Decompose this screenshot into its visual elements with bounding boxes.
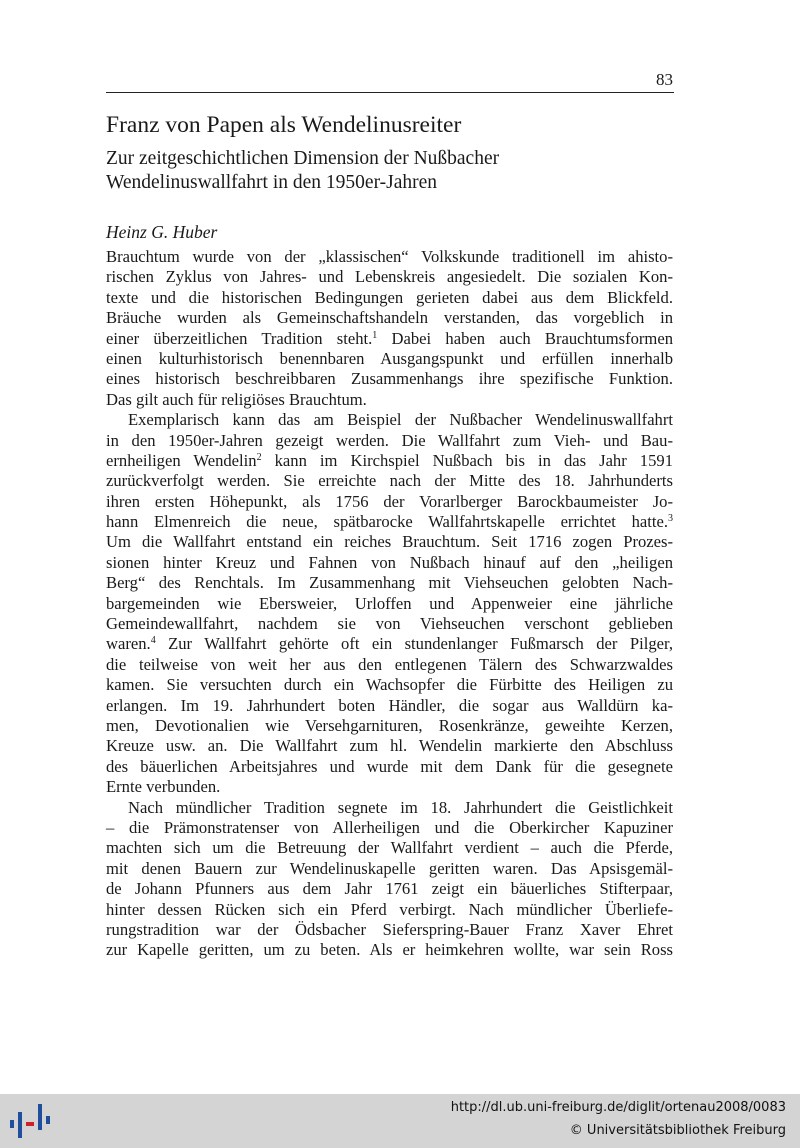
paragraph bbox=[106, 410, 673, 797]
text-line: Das gilt auch für religiöses Brauchtum. bbox=[106, 389, 367, 409]
article-subtitle bbox=[106, 147, 674, 195]
text-line: mit denen Bauern zur Wendelinuskapelle geritten waren. Das Apsisgemäl- bbox=[106, 858, 673, 878]
text-line: Kreuze usw. an. Die Wallfahrt zum hl. Wendelin markierte den Abschluss bbox=[106, 736, 673, 756]
text-line: Exemplarisch kann das am Beispiel der Nußbacher Wendelinuswallfahrt bbox=[128, 410, 673, 430]
text-line: texte und die historischen Bedingungen gerieten dabei aus dem Blickfeld. bbox=[106, 287, 673, 307]
text-line: hinter dessen Rücken sich ein Pferd verbirgt. Nach mündlicher Überliefe- bbox=[106, 899, 673, 919]
text-line: ihren ersten Höhepunkt, als 1756 der Vorarlberger Barockbaumeister Jo- bbox=[106, 491, 673, 511]
text-line: die teilweise von weit her aus den entlegenen Tälern des Schwarzwaldes bbox=[106, 654, 673, 674]
subtitle-line: Zur zeitgeschichtlichen Dimension der Nußbacher bbox=[106, 148, 500, 169]
text-line: ernheiligen Wendelin$^2$ kann im Kirchspiel Nußbach bis in das Jahr 1591 bbox=[106, 450, 673, 470]
text-line: de Johann Pfunners aus dem Jahr 1761 zeigt ein bäuerliches Stifterpaar, bbox=[106, 879, 673, 899]
text-line: zurückverfolgt werden. Sie erreichte nach der Mitte des 18. Jahrhunderts bbox=[106, 471, 673, 491]
text-line: einer überzeitlichen Tradition steht.$^1$ Dabei haben auch Brauchtumsformen bbox=[106, 328, 673, 348]
text-line: einen kulturhistorisch benennbaren Ausgangspunkt und erfüllen innerhalb bbox=[106, 348, 673, 368]
text-line: Berg“ des Renchtals. Im Zusammenhang mit Viehseuchen gelobten Nach- bbox=[106, 573, 673, 593]
text-line: des bäuerlichen Arbeitsjahres und wurde mit dem Dank für die gesegnete bbox=[106, 756, 673, 776]
footnote-marker: 3 bbox=[668, 513, 673, 525]
text-line: Bräuche wurden als Gemeinschaftshandeln verstanden, das vorgeblich in bbox=[106, 308, 673, 328]
author: Heinz G. Huber bbox=[106, 222, 218, 242]
library-logo-icon bbox=[8, 1100, 52, 1142]
text-line: bargemeinden wie Ebersweier, Urloffen und Appenweier eine jährliche bbox=[106, 593, 673, 613]
footnote-marker: 4 bbox=[150, 635, 156, 647]
text-line: sionen hinter Kreuz und Fahnen von Nußbach hinauf auf den „heiligen bbox=[106, 552, 673, 572]
text-line: Brauchtum wurde von der „klassischen“ Volkskunde traditionell im ahisto- bbox=[106, 247, 673, 266]
footnote-marker: 1 bbox=[372, 329, 378, 341]
footnote-marker: 2 bbox=[256, 451, 262, 463]
text-line: hann Elmenreich die neue, spätbarocke Wallfahrtskapelle errichtet hatte.$^3$ bbox=[106, 512, 673, 532]
subtitle-line: Wendelinuswallfahrt in den 1950er-Jahren bbox=[106, 172, 438, 193]
article-title: Franz von Papen als Wendelinusreiter bbox=[106, 112, 462, 138]
header-rule bbox=[106, 92, 674, 93]
text-line: Um die Wallfahrt entstand ein reiches Brauchtum. Seit 1716 zogen Prozes- bbox=[106, 532, 673, 552]
text-line: men, Devotionalien wie Versehgarnituren, Rosenkränze, geweihte Kerzen, bbox=[106, 715, 673, 735]
text-line: kamen. Sie versuchten durch ein Wachsopfer die Fürbitte des Heiligen zu bbox=[106, 675, 673, 695]
footer-bar bbox=[0, 1094, 800, 1148]
text-line: rischen Zyklus von Jahres- und Lebenskreis angesiedelt. Die sozialen Kon- bbox=[106, 267, 673, 287]
paragraph bbox=[106, 798, 673, 961]
text-line: in den 1950er-Jahren gezeigt werden. Die Wallfahrt zum Vieh- und Bau- bbox=[106, 430, 673, 450]
text-line: zur Kapelle geritten, um zu beten. Als er heimkehren wollte, war sein Ross bbox=[106, 940, 673, 960]
text-line: – die Prämonstratenser von Allerheiligen und die Oberkircher Kapuziner bbox=[106, 817, 673, 837]
body-text bbox=[106, 247, 673, 961]
text-line: erlangen. Im 19. Jahrhundert boten Händler, die sogar aus Walldürn ka- bbox=[106, 695, 673, 715]
source-url-link[interactable]: http://dl.ub.uni-freiburg.de/diglit/ortenau2008/0083 bbox=[450, 1100, 786, 1115]
copyright-notice: © Universitätsbibliothek Freiburg bbox=[569, 1123, 786, 1138]
text-line: machten sich um die Betreuung der Wallfahrt verdient – auch die Pferde, bbox=[106, 838, 673, 858]
page-number: 83 bbox=[656, 70, 673, 89]
paragraph bbox=[106, 247, 673, 410]
text-line: eines historisch beschreibbaren Zusammenhangs ihre spezifische Funktion. bbox=[106, 369, 673, 389]
text-line: Gemeindewallfahrt, nachdem sie von Viehseuchen verschont geblieben bbox=[106, 614, 673, 634]
text-line: waren.$^4$ Zur Wallfahrt gehörte oft ein stundenlanger Fußmarsch der Pilger, bbox=[106, 634, 673, 654]
text-line: rungstradition war der Ödsbacher Sieferspring-Bauer Franz Xaver Ehret bbox=[106, 919, 673, 939]
text-line: Ernte verbunden. bbox=[106, 777, 221, 797]
text-line: Nach mündlicher Tradition segnete im 18. Jahrhundert die Geistlichkeit bbox=[128, 797, 673, 817]
